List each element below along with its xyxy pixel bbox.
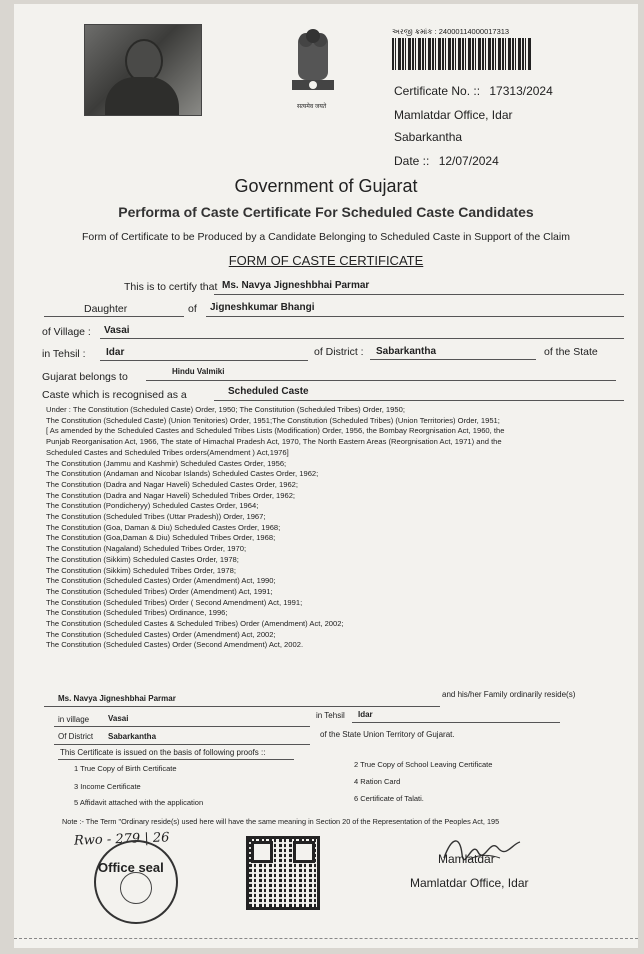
proof-item: 4 Ration Card: [354, 777, 401, 786]
relation: Daughter: [84, 303, 128, 315]
constitution-order-line: The Constitution (Goa, Daman & Diu) Scheduled Castes Order, 1968;: [46, 522, 281, 532]
district: Sabarkantha: [376, 346, 437, 357]
constitution-order-line: The Constitution (Dadra and Nagar Haveli) Scheduled Castes Order, 1962;: [46, 479, 298, 489]
proof-item: 2 True Copy of School Leaving Certificate: [354, 760, 493, 769]
constitution-order-line: The Constitution (Scheduled Castes) Order (Amendment) Act, 2002;: [46, 629, 276, 639]
residence-district: Sabarkantha: [108, 732, 157, 741]
state-suffix: of the State: [544, 346, 598, 358]
applicant-photo: [84, 24, 202, 116]
proof-item: 3 Income Certificate: [74, 782, 141, 791]
certificate-no-label: Certificate No. ::: [394, 84, 481, 98]
constitution-order-line: [ As amended by the Scheduled Castes and Scheduled Tribes Lists (Modification) Order, 1956, the Bombay Reorgnisation Act, 1960, the: [46, 426, 505, 436]
signature-title: Mamlatdar: [438, 852, 495, 866]
form-line: Form of Certificate to be Produced by a Candidate Belonging to Scheduled Caste in Support of the Claim: [82, 231, 570, 243]
constitution-order-line: The Constitution (Dadra and Nagar Haveli) Scheduled Tribes Order, 1962;: [46, 490, 296, 500]
constitution-order-line: The Constitution (Goa,Daman & Diu) Scheduled Tribes Order, 1968;: [46, 533, 276, 543]
certificate-no-row: [394, 84, 553, 98]
proofs-heading: This Certificate is issued on the basis of following proofs ::: [60, 748, 266, 757]
father-name: Jigneshkumar Bhangi: [210, 302, 315, 313]
state-emblem-icon: [282, 26, 344, 112]
proof-item: 1 True Copy of Birth Certificate: [74, 764, 177, 773]
constitution-order-line: The Constitution (Jammu and Kashmir) Scheduled Castes Order, 1956;: [46, 458, 287, 468]
constitution-order-line: Punjab Reorganisation Act, 1966, The state of Himachal Pradesh Act, 1970, The North Eastern Areas (Reorgnisation Act, 1971) and the: [46, 437, 502, 447]
certificate-sheet: [14, 4, 638, 948]
residence-village: Vasai: [108, 714, 129, 723]
residence-tehsil: Idar: [358, 710, 373, 719]
category: Scheduled Caste: [228, 386, 309, 397]
handwritten-reference: Rwo - 279 | 26: [73, 830, 170, 849]
family-label: and his/her Family ordinarily reside(s): [442, 690, 576, 699]
performa-title: Performa of Caste Certificate For Scheduled Caste Candidates: [118, 204, 534, 220]
constitution-order-line: The Constitution (Sikkim) Scheduled Castes Order, 1978;: [46, 554, 239, 564]
photo-body-shape: [105, 77, 179, 115]
belongs-label: Gujarat belongs to: [42, 371, 128, 383]
village: Vasai: [104, 325, 130, 336]
constitution-order-line: The Constitution (Scheduled Tribes) Order (Amendment) Act, 1991;: [46, 586, 273, 596]
constitution-order-line: The Constitution (Sikkim) Scheduled Tribes Order, 1978;: [46, 565, 236, 575]
residence-tehsil-label: in Tehsil: [316, 711, 345, 720]
residence-name: Ms. Navya Jigneshbhai Parmar: [58, 694, 176, 703]
residence-district-label: Of District: [58, 732, 94, 741]
certify-label: This is to certify that: [124, 281, 218, 293]
certificate-no: 17313/2024: [489, 84, 553, 98]
constitution-orders: [46, 405, 636, 651]
constitution-order-line: The Constitution (Scheduled Caste) (Union Tenitories) Order, 1951;The Constitution (Scheduled Tribes) (Union Territories) Order, 1951;: [46, 415, 500, 425]
form-heading: FORM OF CASTE CERTIFICATE: [228, 253, 424, 268]
emblem-motto: सत्यमेव जयते: [297, 104, 327, 110]
date-row: [394, 154, 499, 168]
constitution-order-line: The Constitution (Scheduled Castes) Order (Second Amendment) Act, 2002.: [46, 640, 304, 650]
constitution-order-line: The Constitution (Andaman and Nicobar Islands) Scheduled Castes Order, 1962;: [46, 469, 319, 479]
constitution-order-line: Scheduled Castes and Scheduled Tribes orders(Amendment ) Act,1976]: [46, 447, 289, 457]
issuing-district: Sabarkantha: [394, 130, 463, 144]
date-label: Date ::: [394, 154, 430, 168]
government-title: Government of Gujarat: [234, 176, 418, 196]
barcode-caption: અરજી ક્રમાંક : 24000114000017313: [392, 27, 510, 36]
proof-item: 6 Certificate of Talati.: [354, 794, 424, 803]
recognised-label: Caste which is recognised as a: [42, 389, 187, 401]
proof-item: 5 Affidavit attached with the application: [74, 798, 204, 807]
constitution-order-line: Under : The Constitution (Scheduled Caste) Order, 1950; The Constitution (Scheduled Tribes) Order, 1950;: [46, 405, 405, 414]
district-label: of District :: [314, 346, 364, 358]
issuing-office: Mamlatdar Office, Idar: [394, 108, 513, 122]
constitution-order-line: The Constitution (Scheduled Tribes) Ordinance, 1996;: [46, 608, 228, 618]
residence-state: of the State Union Territory of Gujarat.: [320, 730, 455, 739]
candidate-name: Ms. Navya Jigneshbhai Parmar: [222, 280, 370, 291]
of-label: of: [188, 303, 197, 315]
issue-date: 12/07/2024: [438, 154, 499, 168]
note: Note :- The Term "Ordinary reside(s) used here will have the same meaning in Section 20 of the Representation of the Peoples Act, 195: [62, 817, 500, 826]
caste: Hindu Valmiki: [172, 367, 225, 376]
village-label: of Village :: [42, 326, 91, 338]
constitution-order-line: The Constitution (Scheduled Castes) Order (Amendment) Act, 1990;: [46, 576, 276, 586]
constitution-order-line: The Constitution (Pondicheryy) Scheduled Castes Order, 1964;: [46, 501, 259, 511]
signing-office: Mamlatdar Office, Idar: [410, 876, 529, 890]
tehsil-label: in Tehsil :: [42, 348, 86, 360]
office-seal: [94, 840, 178, 924]
residence-village-label: in village: [58, 715, 90, 724]
tehsil: Idar: [106, 347, 125, 358]
constitution-order-line: The Constitution (Scheduled Tribes) Order ( Second Amendment) Act, 1991;: [46, 597, 303, 607]
constitution-order-line: The Constitution (Scheduled Castes & Scheduled Tribes) Order (Amendment) Act, 2002;: [46, 619, 344, 629]
qr-code: [246, 836, 320, 910]
seal-inner-ring: [120, 872, 152, 904]
barcode: [392, 38, 532, 70]
seal-text: Office seal: [98, 860, 164, 875]
constitution-order-line: The Constitution (Nagaland) Scheduled Tribes Order, 1970;: [46, 544, 247, 554]
constitution-order-line: The Constitution (Scheduled Tribes (Uttar Pradesh)) Order, 1967;: [46, 512, 266, 522]
